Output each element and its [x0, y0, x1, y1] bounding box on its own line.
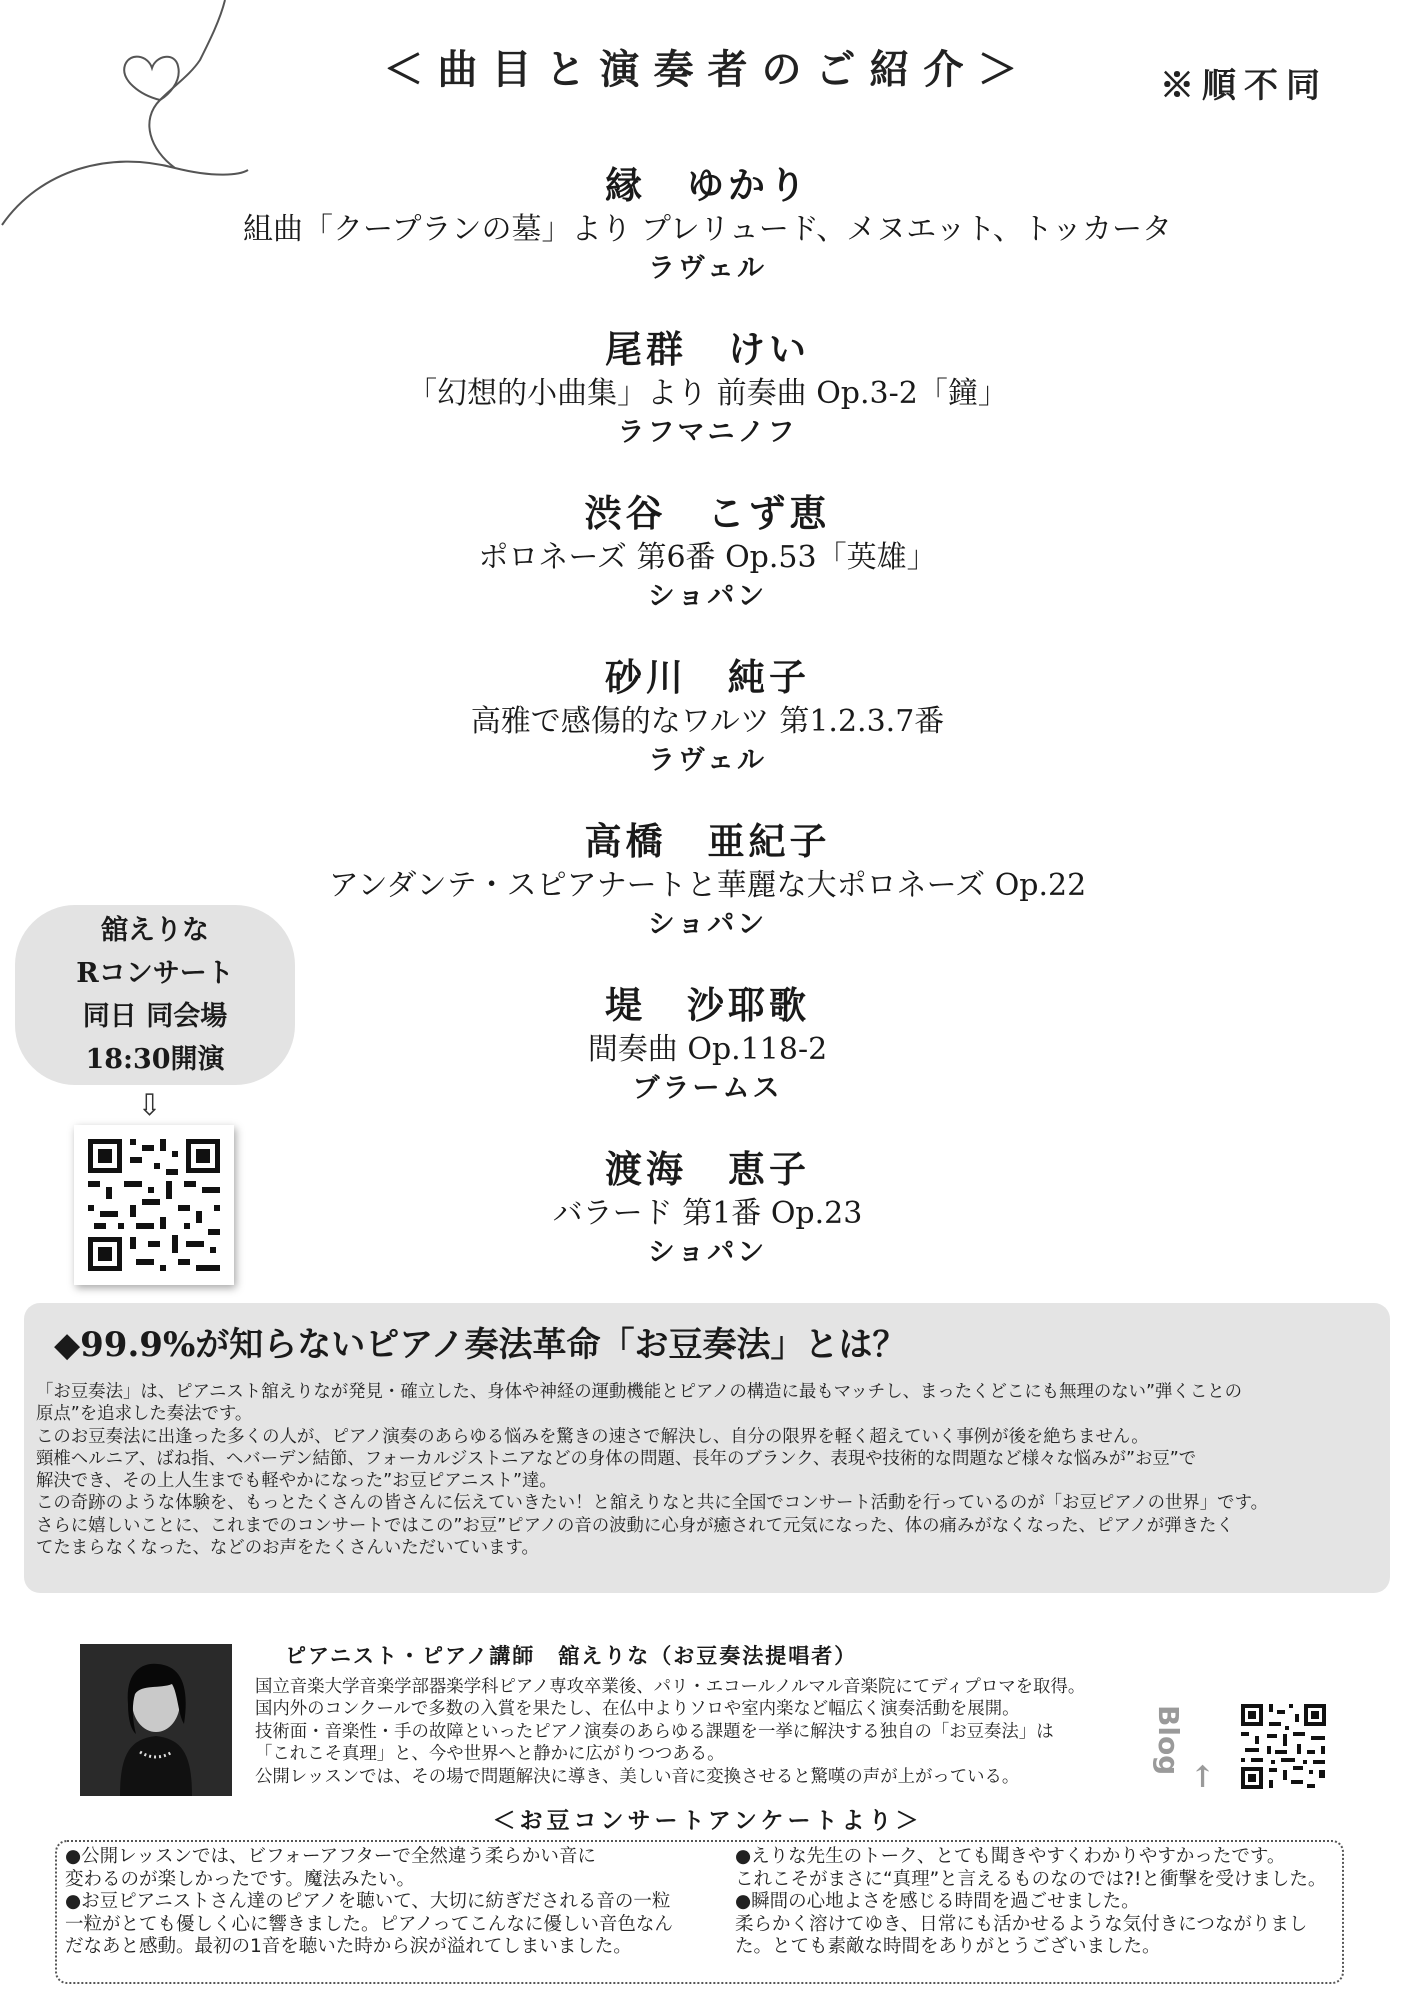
survey-line: 一粒がとても優しく心に響きました。ピアノってこんなに優しい音色なん [65, 1913, 673, 1935]
survey-line: これこそがまさに“真理”と言えるものなのでは?!と衝撃を受けました。 [735, 1868, 1327, 1890]
qr-code-concert[interactable] [74, 1125, 234, 1285]
survey-column-right [735, 1846, 1326, 1959]
down-arrow-icon: ⇩ [137, 1088, 163, 1123]
info-line: 原点”を追求した奏法です。 [36, 1404, 253, 1425]
performer-entry [150, 1144, 1265, 1272]
survey-title: ＜お豆コンサートアンケートより＞ [492, 1807, 923, 1834]
order-note: ※順不同 [1160, 66, 1328, 106]
survey-line: ●公開レッスンでは、ビフォーアフターで全然違う柔らかい音に [65, 1846, 596, 1867]
performer-name: 高橋 亜紀子 [584, 819, 831, 863]
composer-name: ラヴェル [648, 253, 767, 284]
bio-heading: ピアニスト・ピアノ講師 舘えりな（お豆奏法提唱者） [285, 1643, 858, 1668]
survey-line: ●えりな先生のトーク、とても聞きやすくわかりやすかったです。 [735, 1846, 1286, 1867]
qr-code-icon [1237, 1700, 1330, 1793]
info-line: 頸椎ヘルニア、ばね指、ヘバーデン結節、フォーカルジストニアなどの身体の問題、長年のブランク、表現や技術的な問題など様々な悩みが”お豆”で [36, 1448, 1197, 1469]
omame-info-box [24, 1303, 1390, 1593]
performer-entry [150, 980, 1265, 1108]
performer-entry [150, 160, 1265, 288]
pianist-photo [80, 1644, 232, 1796]
survey-box [55, 1840, 1344, 1984]
performer-name: 縁 ゆかり [605, 163, 810, 207]
composer-name: ラヴェル [648, 745, 767, 776]
piece-title: ポロネーズ 第6番 Op.53「英雄」 [478, 540, 937, 575]
bio-text [255, 1676, 1085, 1788]
piece-title: 組曲「クープランの墓」より プレリュード、メヌエット、トッカータ [242, 212, 1173, 247]
info-line: 解決でき、その上人生までも軽やかになった”お豆ピアニスト”達。 [36, 1471, 557, 1492]
survey-line: 変わるのが楽しかったです。魔法みたい。 [65, 1868, 416, 1890]
survey-line: た。とても素敵な時間をありがとうございました。 [735, 1936, 1161, 1957]
survey-line: だなあと感動。最初の1音を聴いた時から涙が溢れてしまいました。 [65, 1936, 632, 1957]
bio-line: 「これこそ真理」と、今や世界へと静かに広がりつつある。 [255, 1744, 725, 1765]
program-list [150, 160, 1265, 1272]
composer-name: ショパン [647, 581, 768, 612]
survey-line: 柔らかく溶けてゆき、日常にも活かせるような気付きにつながりまし [735, 1913, 1308, 1935]
info-line: 「お豆奏法」は、ピアニスト舘えりなが発見・確立した、身体や神経の運動機能とピアノの構造に最もマッチし、まったくどこにも無理のない”弾くことの [36, 1382, 1243, 1402]
composer-name: ブラームス [632, 1073, 783, 1104]
bubble-line: 同日 同会場 [82, 1001, 228, 1032]
bio-line: 公開レッスンでは、その場で問題解決に導き、美しい音に変換させると驚嘆の声が上がっている。 [255, 1766, 1020, 1787]
qr-code-icon [74, 1125, 234, 1285]
blog-label: Blog [1152, 1705, 1185, 1776]
r-concert-bubble [15, 905, 295, 1085]
performer-name: 尾群 けい [605, 327, 810, 371]
page-title: ＜曲目と演奏者のご紹介＞ [383, 46, 1032, 93]
performer-name: 堤 沙耶歌 [605, 983, 810, 1027]
performer-entry [150, 816, 1265, 944]
piece-title: アンダンテ・スピアナートと華麗な大ポロネーズ Op.22 [328, 868, 1087, 903]
info-line: この奇跡のような体験を、もっとたくさんの皆さんに伝えていきたい！と舘えりなと共に全国でコンサート活動を行っているのが「お豆ピアノの世界」です。 [36, 1493, 1268, 1514]
info-line: さらに嬉しいことに、これまでのコンサートではこの”お豆”ピアノの音の波動に心身が癒されて元気になった、体の痛みがなくなった、ピアノが弾きたく [36, 1515, 1234, 1536]
performer-entry [150, 652, 1265, 780]
bio-line: 国立音楽大学音楽学部器楽学科ピアノ専攻卒業後、パリ・エコールノルマル音楽院にてディプロマを取得。 [255, 1677, 1086, 1697]
info-box-body [36, 1381, 1381, 1559]
survey-column-left [65, 1846, 673, 1959]
up-arrow-icon: ↑ [1190, 1760, 1216, 1795]
bubble-line: Rコンサート [76, 958, 234, 989]
bio-line: 技術面・音楽性・手の故障といったピアノ演奏のあらゆる課題を一挙に解決する独自の「お豆奏法」は [255, 1721, 1054, 1742]
composer-name: ショパン [647, 1237, 768, 1268]
qr-code-blog[interactable] [1237, 1700, 1330, 1793]
info-line: てたまらなくなった、などのお声をたくさんいただいています。 [36, 1538, 539, 1559]
bubble-line: 舘えりな [101, 915, 209, 946]
piece-title: 間奏曲 Op.118-2 [587, 1032, 828, 1067]
performer-name: 渋谷 こず恵 [584, 491, 831, 535]
performer-entry [150, 324, 1265, 452]
info-line: このお豆奏法に出逢った多くの人が、ピアノ演奏のあらゆる悩みを驚きの速さで解決し、自分の限界を軽く超えていく事例が後を絶ちません。 [36, 1426, 1149, 1447]
performer-entry [150, 488, 1265, 616]
info-box-title: ◆99.9%が知らないピアノ奏法革命「お豆奏法」とは？ [54, 1325, 907, 1365]
bubble-line: 18:30開演 [85, 1044, 225, 1075]
performer-name: 砂川 純子 [605, 655, 810, 699]
bio-line: 国内外のコンクールで多数の入賞を果たし、在仏中よりソロや室内楽など幅広く演奏活動を展開。 [255, 1699, 1020, 1720]
piece-title: 高雅で感傷的なワルツ 第1.2.3.7番 [470, 704, 945, 739]
survey-line: ●お豆ピアニストさん達のピアノを聴いて、大切に紡ぎだされる音の一粒 [65, 1891, 671, 1912]
composer-name: ショパン [647, 909, 768, 940]
performer-name: 渡海 恵子 [605, 1147, 810, 1191]
survey-line: ●瞬間の心地よさを感じる時間を過ごせました。 [735, 1891, 1140, 1912]
piece-title: バラード 第1番 Op.23 [552, 1196, 863, 1231]
composer-name: ラフマニノフ [617, 417, 798, 448]
piece-title: 「幻想的小曲集」より 前奏曲 Op.3-2「鐘」 [407, 376, 1008, 411]
